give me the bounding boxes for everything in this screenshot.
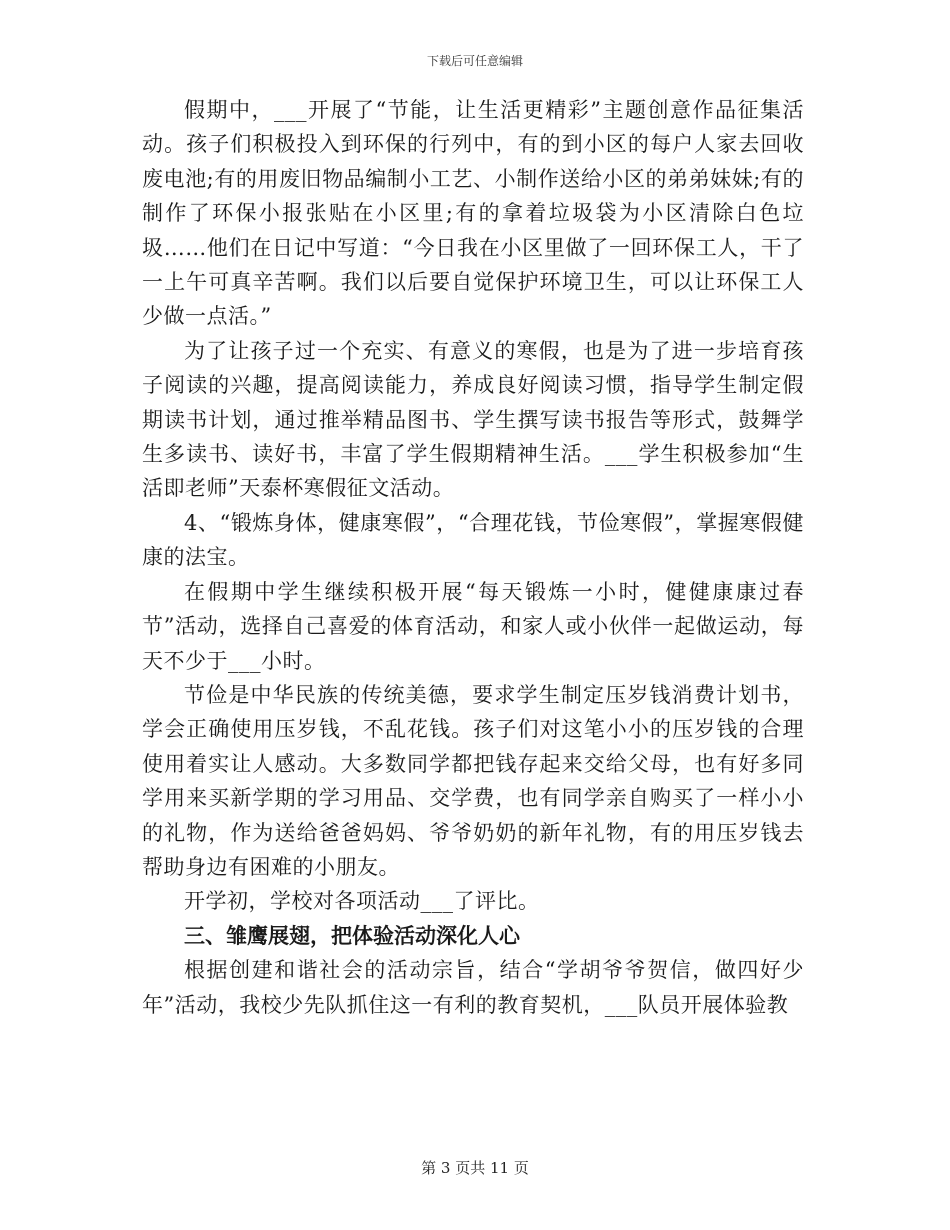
document-body — [142, 93, 804, 1022]
paragraph-thrift: 节俭是中华民族的传统美德，要求学生制定压岁钱消费计划书，学会正确使用压岁钱，不乱花钱。孩子们对这笔小小的压岁钱的合理使用着实让人感动。大多数同学都把钱存起来交给父母，也有好多同学用来买新学期的学习用品、交学费，也有同学亲自购买了一样小小的礼物，作为送给爸爸妈妈、爷爷奶奶的新年礼物，有的用压岁钱去帮助身边有困难的小朋友。 — [142, 682, 804, 879]
paragraph-item-4: 4、“锻炼身体，健康寒假”，“合理花钱，节俭寒假”，掌握寒假健康的法宝。 — [142, 510, 804, 570]
paragraph-exercise: 在假期中学生继续积极开展“每天锻炼一小时，健健康康过春节”活动，选择自己喜爱的体育活动，和家人或小伙伴一起做运动，每天不少于___小时。 — [142, 579, 804, 673]
section-heading: 三、雏鹰展翅，把体验活动深化人心 — [184, 922, 520, 948]
paragraph-evaluation: 开学初，学校对各项活动___了评比。 — [184, 889, 540, 914]
page-footer: 第 3 页共 11 页 — [421, 1159, 529, 1177]
page-header: 下载后可任意编辑 — [426, 54, 523, 68]
paragraph-harmonious-society: 根据创建和谐社会的活动宗旨，结合“学胡爷爷贺信，做四好少年”活动，我校少先队抓住这一有利的教育契机，___队员开展体验教 — [142, 958, 804, 1017]
paragraph-reading: 为了让孩子过一个充实、有意义的寒假，也是为了进一步培育孩子阅读的兴趣，提高阅读能力，养成良好阅读习惯，指导学生制定假期读书计划，通过推举精品图书、学生撰写读书报告等形式，鼓舞学生多读书、读好书，丰富了学生假期精神生活。___学生积极参加“生活即老师”天泰杯寒假征文活动。 — [142, 338, 804, 501]
paragraph-energy-saving: 假期中，___开展了“节能，让生活更精彩”主题创意作品征集活动。孩子们积极投入到环保的行列中，有的到小区的每户人家去回收废电池;有的用废旧物品编制小工艺、小制作送给小区的弟弟妹妹;有的制作了环保小报张贴在小区里;有的拿着垃圾袋为小区清除白色垃圾……他们在日记中写道：“今日我在小区里做了一回环保工人，干了一上午可真辛苦啊。我们以后要自觉保护环境卫生，可以让环保工人少做一点活。” — [142, 98, 804, 329]
